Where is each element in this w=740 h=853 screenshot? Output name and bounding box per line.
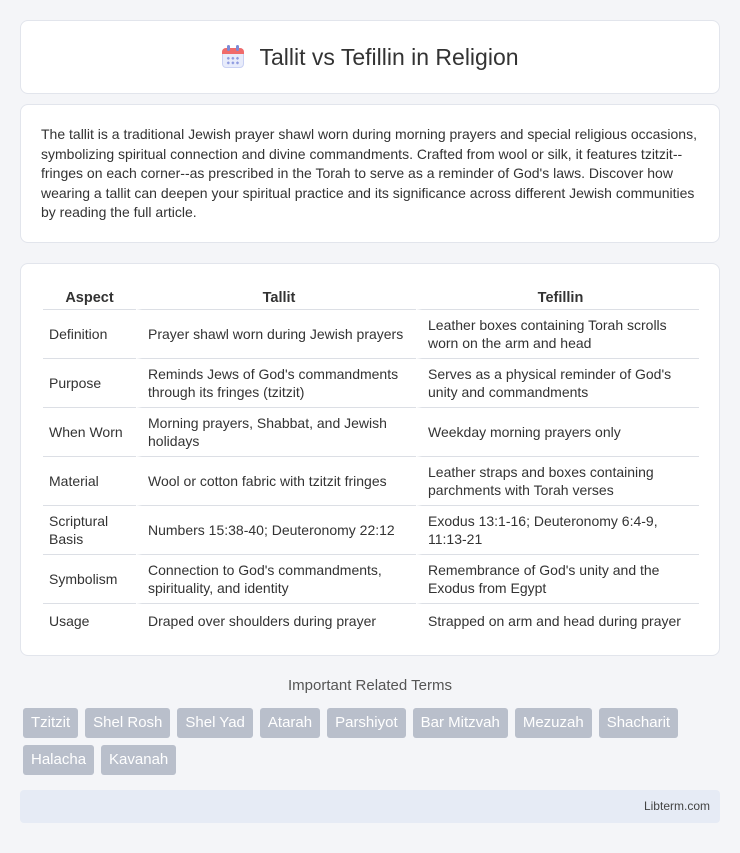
- cell-tefillin: Strapped on arm and head during prayer: [416, 604, 699, 637]
- tag-shel-yad[interactable]: Shel Yad: [177, 708, 253, 738]
- tag-kavanah[interactable]: Kavanah: [101, 745, 176, 775]
- cell-aspect: Purpose: [43, 359, 136, 408]
- title-card: [20, 20, 720, 94]
- comparison-table: [43, 284, 699, 637]
- table-header-row: [43, 284, 699, 310]
- table-row: [43, 359, 699, 408]
- cell-tallit: Prayer shawl worn during Jewish prayers: [136, 310, 416, 359]
- cell-tallit: Wool or cotton fabric with tzitzit fringes: [136, 457, 416, 506]
- table-row: [43, 457, 699, 506]
- cell-tallit: Morning prayers, Shabbat, and Jewish holidays: [136, 408, 416, 457]
- cell-aspect: Usage: [49, 612, 90, 629]
- tag-bar-mitzvah[interactable]: Bar Mitzvah: [413, 708, 508, 738]
- cell-aspect: When Worn: [43, 408, 136, 457]
- header-aspect: Aspect: [43, 284, 136, 310]
- cell-tallit: Numbers 15:38-40; Deuteronomy 22:12: [136, 506, 416, 555]
- cell-aspect: Scriptural Basis: [43, 506, 136, 555]
- related-tags: [23, 708, 723, 775]
- related-terms-title: Important Related Terms: [288, 677, 452, 694]
- cell-tefillin: Remembrance of God's unity and the Exodus from Egypt: [416, 555, 699, 604]
- table-row: [43, 555, 699, 604]
- cell-tefillin: Exodus 13:1-16; Deuteronomy 6:4-9, 11:13-21: [416, 506, 699, 555]
- calendar-icon: [221, 45, 245, 69]
- table-row: [43, 408, 699, 457]
- cell-tefillin: Serves as a physical reminder of God's unity and commandments: [416, 359, 699, 408]
- cell-tefillin: Weekday morning prayers only: [416, 408, 699, 457]
- cell-tefillin: Leather boxes containing Torah scrolls worn on the arm and head: [416, 310, 699, 359]
- tag-shel-rosh[interactable]: Shel Rosh: [85, 708, 170, 738]
- cell-aspect: Material: [43, 457, 136, 506]
- header-tallit: Tallit: [136, 284, 416, 310]
- cell-aspect: Symbolism: [43, 555, 136, 604]
- table-row: [43, 506, 699, 555]
- tag-tzitzit[interactable]: Tzitzit: [23, 708, 78, 738]
- table-row: [43, 310, 699, 359]
- cell-tallit: Reminds Jews of God's commandments through its fringes (tzitzit): [136, 359, 416, 408]
- tag-parshiyot[interactable]: Parshiyot: [327, 708, 406, 738]
- cell-aspect: Definition: [43, 310, 136, 359]
- cell-tallit: Connection to God's commandments, spirituality, and identity: [136, 555, 416, 604]
- tag-halacha[interactable]: Halacha: [23, 745, 94, 775]
- cell-tallit: Draped over shoulders during prayer: [136, 604, 416, 637]
- comparison-card: [20, 263, 720, 656]
- table-row: [43, 604, 699, 637]
- cell-tefillin: Leather straps and boxes containing parchments with Torah verses: [416, 457, 699, 506]
- tag-atarah[interactable]: Atarah: [260, 708, 320, 738]
- intro-text: The tallit is a traditional Jewish prayer shawl worn during morning prayers and special religious occasions, symbolizing spiritual connection and divine commandments. Crafted from wool or silk, it features tzitzit--fringes on each corner--as prescribed in the Torah to serve as a reminder of God's laws. Discover how wearing a tallit can deepen your spiritual practice and its significance across different Jewish communities by reading the full article.: [41, 126, 697, 221]
- tag-shacharit[interactable]: Shacharit: [599, 708, 678, 738]
- intro-card: [20, 104, 720, 243]
- page-title: Tallit vs Tefillin in Religion: [259, 43, 519, 70]
- tag-mezuzah[interactable]: Mezuzah: [515, 708, 592, 738]
- header-tefillin: Tefillin: [416, 284, 699, 310]
- title-wrap: [221, 44, 518, 71]
- footer: [20, 790, 720, 823]
- footer-site-link[interactable]: Libterm.com: [643, 799, 710, 813]
